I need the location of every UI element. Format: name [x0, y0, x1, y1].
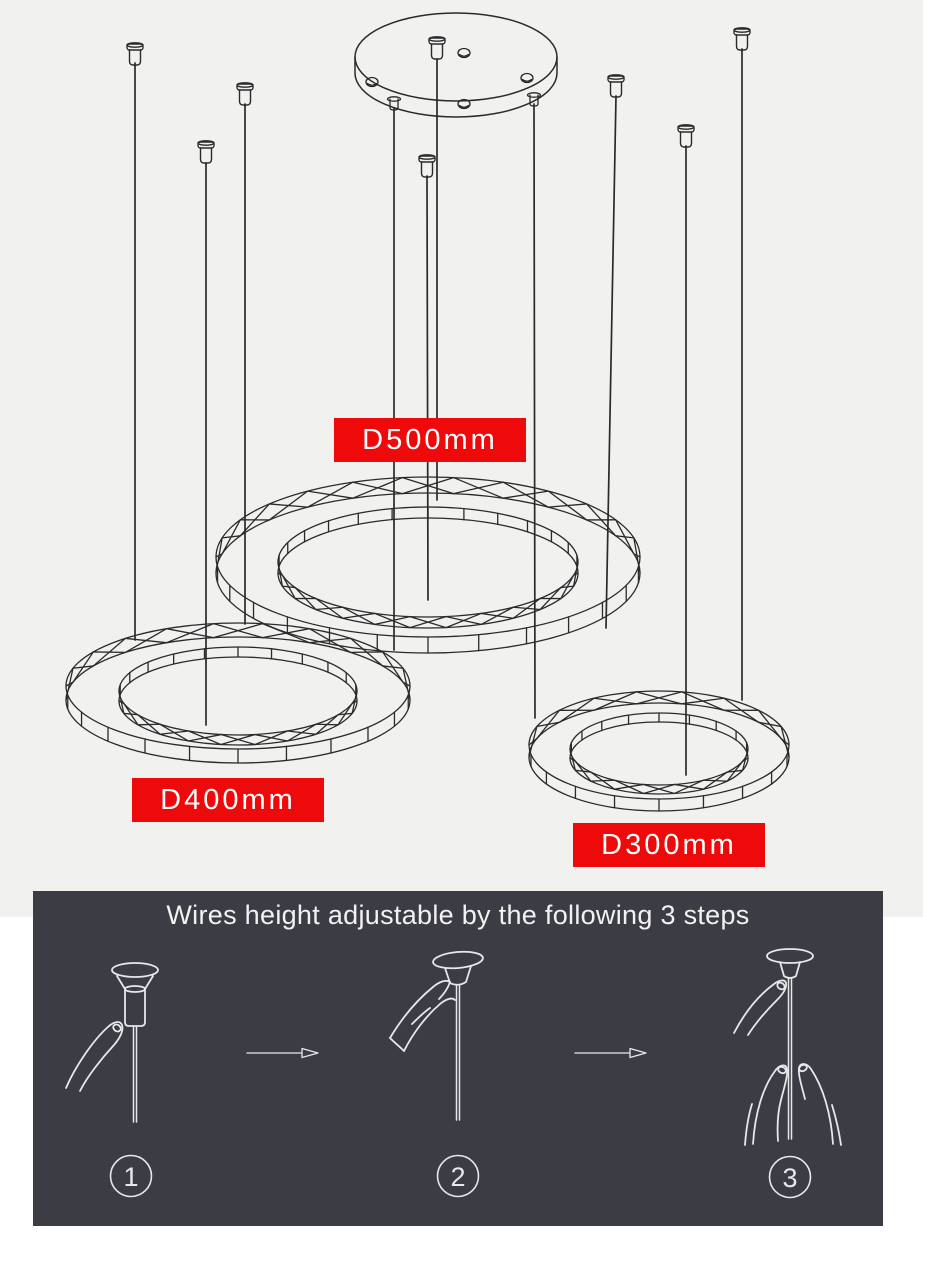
dimension-label-d300: D300mm: [573, 823, 765, 867]
step-2-illustration: [390, 950, 484, 1120]
wire: [457, 985, 460, 1120]
steps-line-art: [66, 949, 841, 1198]
hand: [390, 981, 450, 1038]
crystal-ring-300: [529, 691, 789, 811]
step-number-label: 1: [123, 1162, 139, 1192]
step-number-2: [438, 1156, 479, 1197]
arrow-right-icon: [247, 1049, 318, 1058]
pointing-finger: [66, 1022, 123, 1091]
chandelier-drawing: [66, 13, 789, 811]
fingernail: [776, 981, 786, 991]
step-number-label: 2: [450, 1162, 466, 1192]
wire-cap: [237, 83, 253, 105]
step-3-illustration: [734, 949, 841, 1145]
step-number-1: [111, 1156, 152, 1197]
wire-cap: [127, 43, 143, 65]
wire-cap: [678, 125, 694, 147]
dimension-label-d500: D500mm: [334, 418, 526, 462]
dimension-label-d400: D400mm: [132, 778, 324, 822]
instructions-panel: [33, 891, 883, 1226]
crystal-ring-400: [66, 623, 410, 763]
step-number-label: 3: [782, 1163, 798, 1193]
wire-cap: [734, 28, 750, 50]
instructions-title: Wires height adjustable by the following 3 steps: [166, 900, 750, 930]
suspension-wires: [135, 49, 742, 775]
arrow-right-icon: [575, 1049, 646, 1058]
wire: [789, 978, 792, 1139]
wire-cap: [429, 37, 445, 59]
step-1-illustration: [66, 963, 158, 1122]
canopy-screw: [521, 74, 533, 83]
wire-adjuster-caps: [127, 28, 750, 177]
wire-cap: [608, 75, 624, 97]
canopy-screw: [458, 49, 470, 58]
wire-cap: [419, 155, 435, 177]
wire-cap: [198, 141, 214, 163]
fingernail: [112, 1023, 122, 1033]
ceiling-canopy: [355, 13, 557, 117]
adjustment-steps-illustration: [33, 891, 883, 1226]
pinching-hand: [753, 1065, 787, 1144]
wire: [134, 1027, 137, 1122]
step-number-3: [770, 1157, 811, 1198]
